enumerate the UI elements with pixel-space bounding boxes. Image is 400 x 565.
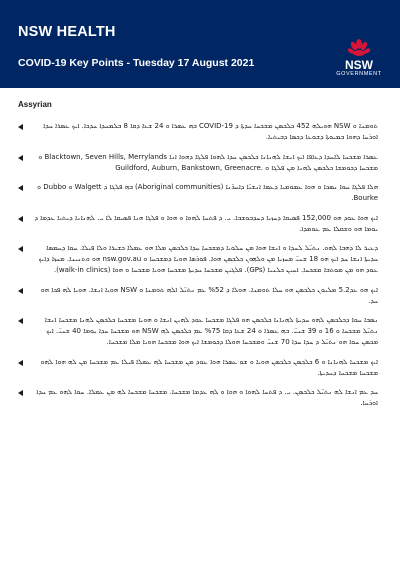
list-item [18,285,378,307]
bullet-arrow-icon [18,155,23,161]
key-points-list [18,121,378,418]
point-text: ܗܠܐ ܦܠܓܐ ܚܘܐ ܢܣܟܐ ܘ ܗܘܐ ܥܡܘܡܝܐ ܕܥܡܐ ܐܢܫܝ̈ܐ ܕܐܚܪ̈ܢܐ (Aboriginal communities) ܒܗ ܦܠܓܐ ܕ Walgett ܘ Dubbo ܘ Bourke. [37,183,378,202]
bullet-arrow-icon [18,288,23,294]
logo-text: NSW [345,58,373,72]
header-banner [0,0,400,88]
bullet-arrow-icon [18,124,23,130]
list-item [18,315,378,348]
list-item [18,152,378,174]
bullet-arrow-icon [18,246,23,252]
list-item [18,213,378,235]
bullet-arrow-icon [18,318,23,324]
point-text: ܐܝܟ ܗܘ ܥܕ5.2 ܡܠܝܘܢ ܟܠܟܣܢ ܗܘ ܚܠܐ ܬܘܡܢܐ. ܗܘܠܐ ܕ 52% ܥܡ ܢܬܝ̈ܠ ܐܠܗ ܬܘܡܢܐ ܘ NSW ܗܘܝܐ ܐܢܫܐ. ܗܘܝܐ ܠܗ ܦܟܐ ܗܘ ܚܕ. [40,285,378,305]
point-text: ܥܣܪܐ ܡܫܟܚܐ ܠܐܚܕܐ ܕܥܐܦܐ ܐܝܟ ܐܢܫܐ ܠܗܢܐܢܐ ܟܠܟܣܢ ܚܕܐ ܠܗܘܐ ܦܠܓܐ ܕܗܘܐ ܐܢܐ Blacktown, Seven Hills, Merrylands ܘ ܡܫܟܚܐ ܕܟܘܡܫܐ ܟܠܟܣܢ ܠܗܢܐ ܡܢ ܦܠܓܐ ܘ .Guildford, Auburn, Bankstown, Greenacre [38,152,378,172]
list-item [18,121,378,143]
page-title: NSW HEALTH [18,24,116,40]
bullet-arrow-icon [18,216,23,222]
list-item [18,357,378,379]
list-item [18,387,378,409]
point-text: ܚܕ ܥܡ ܐܢܫܐ ܠܗ ܢܬܝ̈ܠ ܟܠܟܣܢ. ܝ. ܕ ܦܬܚܐ ܠܗܘܐ ܘ ܗܘܐ ܘ ܠܗ ܥܕܡܐ ܡܫܟܚܐ. ܡܫܟܚܐ ܡܫܟܚܐ ܠܗ ܡܢ ܥܡܠܐ. ܚܘܐ ܠܗܘ ܥܡ ܚܕܐ ܐܘܪܚܐ. [36,388,378,407]
nsw-government-logo [331,38,387,82]
waratah-icon [348,38,370,58]
point-text: ܬܘܡܢܐ ܘ NSW ܗܘܝܠܗ 452 ܟܠܟܣܢ ܡܫܟܚܐ ܚܕܬܐ ܕ COVID-19 ܒܗ ܥܣܪܐ ܘ 24 ܫܥܐ ܕܩܐ 8 ܒܠܡܚܕܐ ܚܕܟܐ. ܐܝܟ ܥܣܪܐ ܚܕܐ ܐܘܪܚܐ ܕܗܘܐ ܒܡܝܘܬܐ ܕܫܘܥܐ ܕܟܣܐ ܕܒܝܬܝܐ. [43,122,378,141]
language-label: Assyrian [18,100,52,109]
bullet-arrow-icon [18,360,23,366]
point-text: ܐܝܟ ܗܘܐ ܥܘܕ ܗܘ 152,000 ܦܣܝܩܐ ܕܚܙܝܐ ܕܚܕܒܘܫܒܐ. ܝ. ܕ ܦܬܚܐ ܠܗܘܐ ܘ ܗܘܐ ܘ ܦܠܓܐ ܗܢܐ ܦܣܝܩܐ ܠܐ ܝ. ܠܗܢܐܢܐ ܕܝܬܝܐ ܥܕܡܐ ܕ ܝܘܡܐ ܗܘ ܘܫܩܠܐ ܥܡ ܥܘܡܕܐ. [34,213,378,233]
bullet-arrow-icon [18,185,23,191]
point-text: ܕܥܝܪ ܠܐ ܕܗܒܐ ܠܗܘ. ܢܬܝ̈ܠ ܠܚܕܐ ܘ ܐܢܫܐ ܗܘܐ ܡܢ ܚܠܘܝܐ ܕܡܫܟܚܐ ܚܕܐ ܟܠܟܣܢ ܡܠܐ ܗܘ ܥܡܠܐ ܟܫܝܪܐ ܘܠܐ ܦܝܠܐ. ܚܘܐ ܕܚܡܣܐ ܚܕܝܬܐ ܐܢܫܐ ܚܕ ܐܝܟ ܗܘ 18 ܫܢܝ̈ ܡܚܙܝܐ ܡܢ ܘܠܗܘܢ ܟܠܟܣܢ ܗܘܐ. ܦܘܪܣܐ ܗܘܝܐ ܕܡܫܟܚܐ ܘ nsw.gov.au ܗܘ ܘܬܢܝܢܐ. ܡܚܙܐ ܕܐܝܟ ܥܘܕ ܗܘ ܡܢ ܡܘܬܒܐ ܡܫܟܚܐ. ܐܚܝܢ ܟܠܢܝܐ (GPs). ܦܠܓܝܢ ܡܫܟܚܐ ܚܕܝܬܐ ܡܫܟܚܐ ܗܘܝܐ ܡܫܟܚܐ ܘ ܗܘܐ (walk-in clinics). [38,244,378,274]
list-item [18,182,378,204]
point-text: ܢܣܒܐ ܚܘܐ ܕܟܠܟܣܢ ܠܗܘ ܚܕܝܬܐ ܠܗܢܐܢܐ ܟܠܟܣܢ ܗܘ ܦܠܓܐ ܡܫܟܚܐ ܥܘܕ ܠܗܝܢ ܐܢܫܐ ܘ ܗܘܝܐ ܡܫܟܚܐ ܟܠܟܣܢ ܠܗܢܐ ܡܫܟܚܐ ܐܢܫܐ ܢܬܝ̈ܠ ܡܫܟܚܐ ܘ 16 ܘ 39 ܫܢܝ̈. ܒܗ ܥܣܪܐ ܘ 24 ܫܥܐ ܕܩܐ 75% ܥܡ ܟܠܟܣܢ ܠܗ NSW ܗܘ ܡܫܟܚܐ ܚܕܐ ܝܘܡܐ 40 ܫܢܝ̈. ܐܝܟ ܡܟܣܢ ܚܘܐ ܗܘ ܢܬܝ̈ܠ ܕ ܚܕܐ ܚܕܐ 70 ܫܢܝ̈ ܘܡܫܟܚܐ ܗܘܠܐ ܕܟܘܡܫܐ ܐܝܟ ܗܘܐ ܡܫܟܚܐ ܗܘܝܐ ܡܠܐ ܡܫܟܚܐ. [44,316,378,346]
page-subtitle: COVID-19 Key Points - Tuesday 17 August 2021 [18,57,255,69]
logo-subtext: GOVERNMENT [336,71,382,77]
list-item [18,243,378,276]
bullet-arrow-icon [18,390,23,396]
point-text: ܐܝܟ ܡܫܟܚܐ ܠܗܢܐܢܐ ܘ 6 ܟܠܟܣܢ ܟܠܟܣܢ ܗܘܝܐ ܘ ܫܘ ܥܣܪܐ ܗܘܐ ܥܘܕ ܡܢ ܡܫܟܚܐ ܠܗ ܥܡܠܐ ܦܝܠܐ ܥܡ ܡܫܟܚܐ ܡܢ ܠܗ ܗܘܐ ܠܗܘ ܡܫܟܚܐ ܡܫܟܚܐ ܕܚܕܝܬܐ. [40,357,378,377]
